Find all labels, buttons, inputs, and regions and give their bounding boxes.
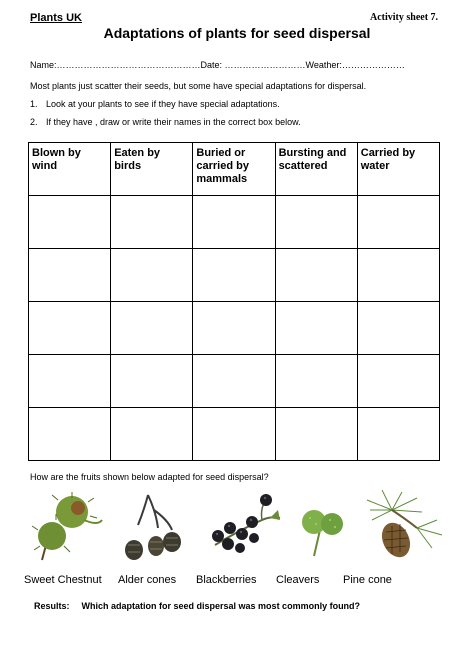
results-label: Results: <box>34 601 70 611</box>
caption-blackberries: Blackberries <box>196 574 257 586</box>
caption-alder-cones: Alder cones <box>118 574 177 586</box>
step-number: 2. <box>30 117 38 127</box>
header-blown-by-wind: Blown by wind <box>29 143 111 196</box>
activity-sheet-label: Activity sheet 7. <box>370 12 439 23</box>
table-cell[interactable] <box>275 355 357 408</box>
table-cell[interactable] <box>275 196 357 249</box>
brand-label: Plants UK <box>30 12 82 24</box>
table-cell[interactable] <box>193 302 275 355</box>
results-line <box>34 601 372 611</box>
table-row <box>29 249 440 302</box>
step-text: If they have , draw or write their names in the correct box below. <box>46 117 301 127</box>
table-cell[interactable] <box>275 408 357 461</box>
alder-cones-icon <box>108 490 198 565</box>
table-cell[interactable] <box>357 302 439 355</box>
table-cell[interactable] <box>29 249 111 302</box>
step-number: 1. <box>30 99 38 109</box>
table-cell[interactable] <box>111 249 193 302</box>
table-cell[interactable] <box>111 355 193 408</box>
table-cell[interactable] <box>29 355 111 408</box>
caption-pine-cone: Pine cone <box>343 574 392 586</box>
table-cell[interactable] <box>275 249 357 302</box>
table-cell[interactable] <box>357 249 439 302</box>
table-header-row <box>29 143 440 196</box>
cleavers-icon <box>280 490 370 565</box>
table-row <box>29 302 440 355</box>
table-cell[interactable] <box>111 408 193 461</box>
instruction-step <box>30 117 301 127</box>
sweet-chestnut-icon <box>22 490 112 565</box>
header-mammals: Buried or carried by mammals <box>193 143 275 196</box>
header-water: Carried by water <box>357 143 439 196</box>
table-cell[interactable] <box>111 302 193 355</box>
table-row <box>29 196 440 249</box>
table-cell[interactable] <box>357 408 439 461</box>
table-cell[interactable] <box>111 196 193 249</box>
pine-cone-icon <box>362 490 452 565</box>
instruction-step <box>30 99 280 109</box>
caption-sweet-chestnut: Sweet Chestnut <box>24 574 102 586</box>
name-date-weather-line[interactable]: Name:…………………………………………Date: ………………………Weather:………………… <box>30 60 405 70</box>
fruit-question: How are the fruits shown below adapted for seed dispersal? <box>30 472 269 482</box>
table-cell[interactable] <box>275 302 357 355</box>
table-cell[interactable] <box>193 408 275 461</box>
table-cell[interactable] <box>29 196 111 249</box>
step-text: Look at your plants to see if they have special adaptations. <box>46 99 280 109</box>
caption-cleavers: Cleavers <box>276 574 320 586</box>
header-eaten-by-birds: Eaten by birds <box>111 143 193 196</box>
table-cell[interactable] <box>193 196 275 249</box>
dispersal-table <box>28 142 440 461</box>
table-cell[interactable] <box>357 355 439 408</box>
table-row <box>29 355 440 408</box>
blackberries-icon <box>200 490 290 565</box>
table-cell[interactable] <box>29 408 111 461</box>
table-cell[interactable] <box>29 302 111 355</box>
table-cell[interactable] <box>193 249 275 302</box>
header-bursting: Bursting and scattered <box>275 143 357 196</box>
page-title: Adaptations of plants for seed dispersal <box>103 25 371 41</box>
table-row <box>29 408 440 461</box>
results-question: Which adaptation for seed dispersal was most commonly found? <box>81 601 361 611</box>
intro-text: Most plants just scatter their seeds, but some have special adaptations for dispersal. <box>30 81 367 91</box>
table-cell[interactable] <box>357 196 439 249</box>
table-cell[interactable] <box>193 355 275 408</box>
